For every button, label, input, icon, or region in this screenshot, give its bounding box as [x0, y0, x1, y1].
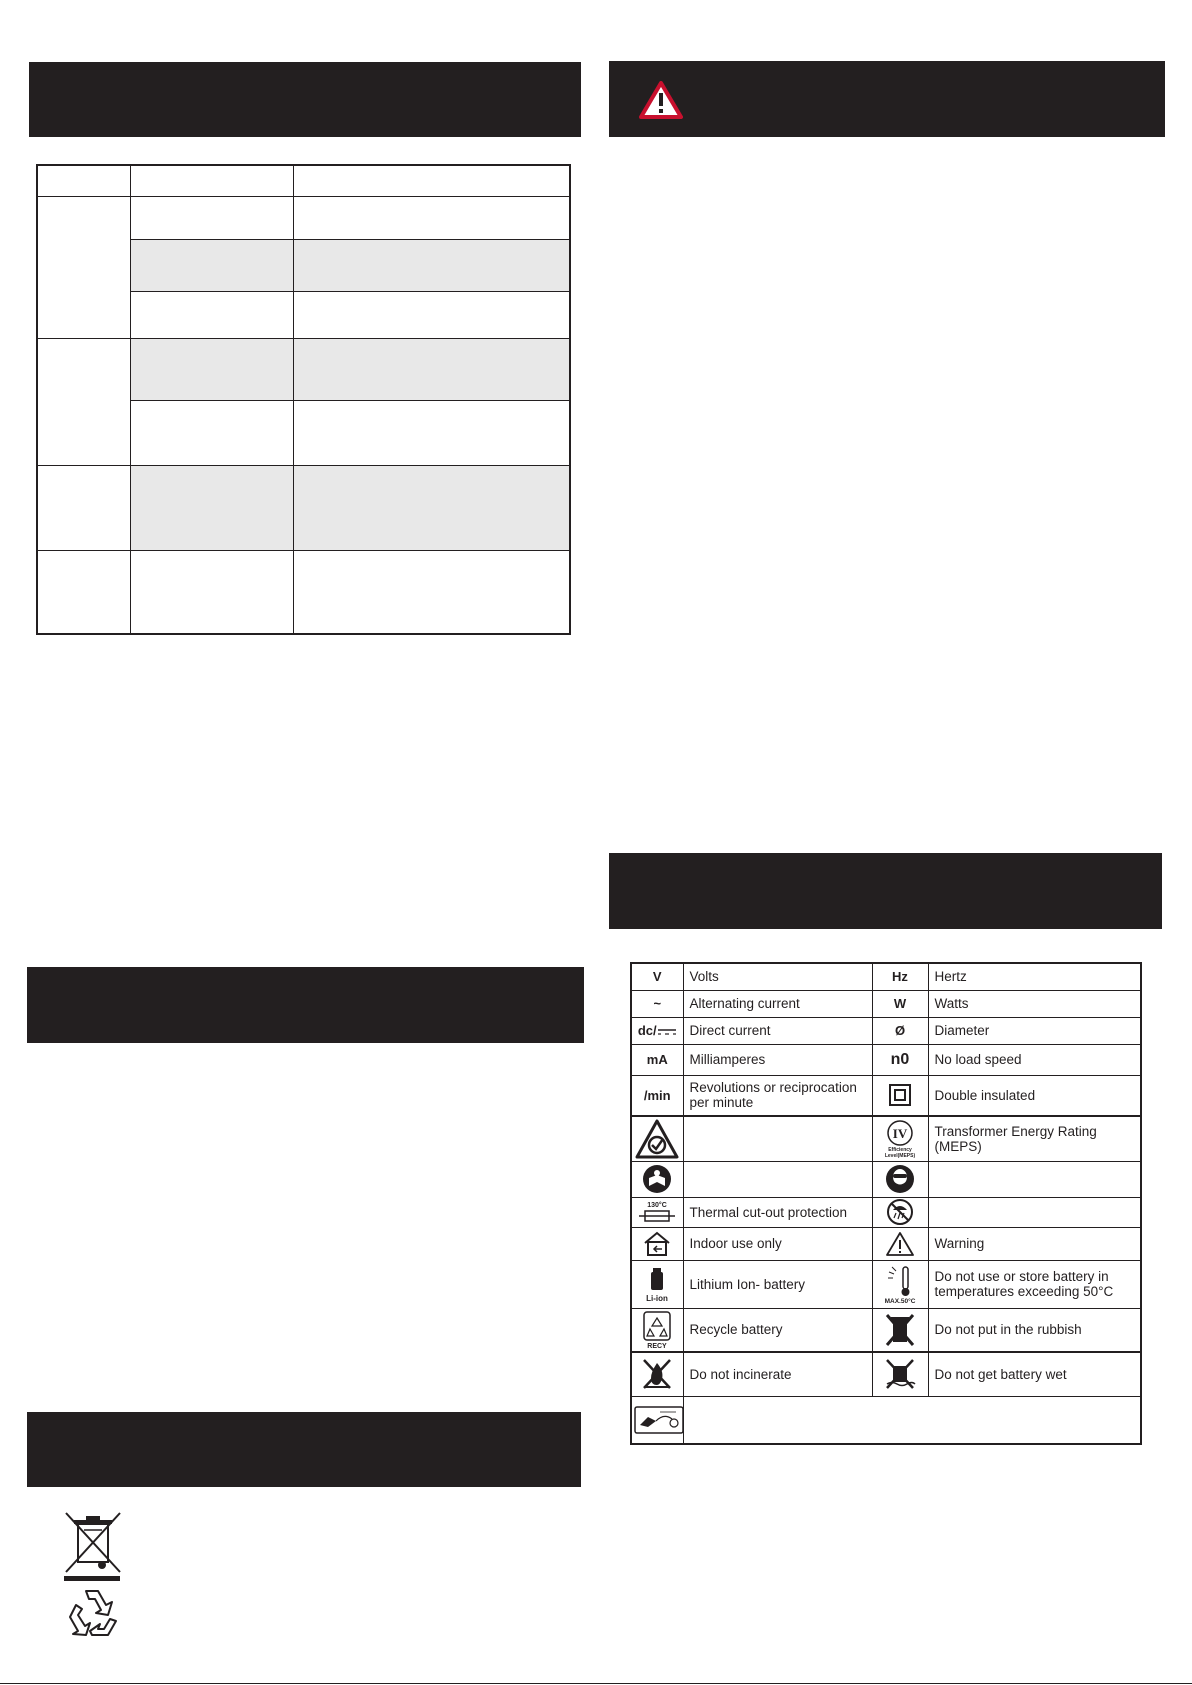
no-rubbish-symbol [872, 1308, 928, 1352]
header-cell [293, 165, 570, 197]
max-temperature-symbol [872, 1260, 928, 1308]
symbol-label: Double insulated [928, 1075, 1141, 1116]
symbol-label: Lithium Ion- battery [683, 1260, 872, 1308]
milliamperes-symbol: mA [631, 1044, 683, 1075]
no-rain-icon [886, 1198, 914, 1226]
table-row [631, 1396, 1141, 1444]
no-incinerate-symbol [631, 1352, 683, 1396]
table-row [631, 963, 1141, 990]
symbol-label [683, 1161, 872, 1197]
symbol-label [928, 1197, 1141, 1227]
crossed-bin-icon [884, 1312, 916, 1348]
rcm-compliance-icon [635, 1119, 679, 1159]
thermal-fuse-icon [637, 1199, 677, 1225]
lithium-battery-icon [637, 1264, 677, 1304]
cable-symbol [631, 1396, 683, 1444]
max-temp-text: MAX.50°C [884, 1298, 916, 1305]
house-icon [642, 1231, 672, 1257]
cause-cell [130, 466, 293, 551]
hertz-symbol: Hz [872, 963, 928, 990]
symbol-label: Transformer Energy Rating (MEPS) [928, 1116, 1141, 1161]
no-water-icon [883, 1357, 917, 1391]
symbol-label: Do not get battery wet [928, 1352, 1141, 1396]
table-row [37, 197, 570, 240]
meps-efficiency-icon [880, 1118, 920, 1160]
table-row [631, 1227, 1141, 1260]
symbol-label: Recycle battery [683, 1308, 872, 1352]
per-minute-symbol: /min [631, 1075, 683, 1116]
no-fire-icon [640, 1357, 674, 1391]
cause-cell [130, 292, 293, 339]
cable-label-cell [683, 1396, 1141, 1444]
symbol-label: Watts [928, 990, 1141, 1017]
problem-cell [37, 551, 130, 635]
symbol-label [928, 1161, 1141, 1197]
table-row [37, 551, 570, 635]
solution-cell [293, 197, 570, 240]
table-row [631, 1044, 1141, 1075]
solution-cell [293, 401, 570, 466]
symbol-label: No load speed [928, 1044, 1141, 1075]
thermometer-icon [880, 1263, 920, 1305]
cause-cell [130, 339, 293, 401]
symbol-label: Milliamperes [683, 1044, 872, 1075]
volts-symbol: V [631, 963, 683, 990]
double-insulated-symbol [872, 1075, 928, 1116]
table-row [631, 1260, 1141, 1308]
safety-warning-header-bar [609, 61, 1165, 137]
header-cell [130, 165, 293, 197]
cause-cell [130, 197, 293, 240]
symbols-table [630, 962, 1142, 1445]
rcm-mark-symbol [631, 1116, 683, 1161]
read-manual-icon [642, 1164, 672, 1194]
recycle-battery-symbol [631, 1308, 683, 1352]
symbol-label: Diameter [928, 1017, 1141, 1044]
symbol-label: Do not put in the rubbish [928, 1308, 1141, 1352]
indoor-use-symbol [631, 1227, 683, 1260]
table-row [631, 1116, 1141, 1161]
symbol-label: Revolutions or reciprocation per minute [683, 1075, 872, 1116]
solution-cell [293, 339, 570, 401]
cause-cell [130, 240, 293, 292]
watts-symbol: W [872, 990, 928, 1017]
symbol-label: Do not use or store battery in temperatures exceeding 50°C [928, 1260, 1141, 1308]
li-ion-text: Li-ion [646, 1294, 669, 1303]
meps-symbol [872, 1116, 928, 1161]
direct-current-text: dc/ [637, 1023, 657, 1038]
solution-cell [293, 551, 570, 635]
recy-text: RECY [647, 1342, 667, 1350]
extension-cable-icon [634, 1403, 684, 1437]
symbol-label: Warning [928, 1227, 1141, 1260]
symbol-label: Indoor use only [683, 1227, 872, 1260]
cause-cell [130, 401, 293, 466]
table-header-row [37, 165, 570, 197]
symbol-label: Volts [683, 963, 872, 990]
direct-current-lines-icon [657, 1027, 677, 1037]
table-row [631, 1352, 1141, 1396]
bottom-rule [0, 1683, 1192, 1684]
symbols-header-bar [609, 853, 1162, 929]
symbol-label: Thermal cut-out protection [683, 1197, 872, 1227]
solution-cell [293, 466, 570, 551]
maintenance-header-bar [27, 967, 584, 1043]
no-water-symbol [872, 1352, 928, 1396]
wheelie-bin-crossed-icon [62, 1510, 124, 1582]
table-row [631, 1308, 1141, 1352]
warning-symbol [872, 1227, 928, 1260]
cause-cell [130, 551, 293, 635]
meps-numeral: IV [892, 1125, 908, 1141]
problem-cell [37, 466, 130, 551]
wear-protection-icon [885, 1164, 915, 1194]
double-insulated-icon [889, 1084, 911, 1106]
symbol-label: Do not incinerate [683, 1352, 872, 1396]
thermal-temp-text: 130°C [647, 1202, 668, 1209]
symbol-label: Hertz [928, 963, 1141, 990]
do-not-expose-rain-symbol [872, 1197, 928, 1227]
solution-cell [293, 240, 570, 292]
meps-caption: Level(MEPS) [884, 1152, 916, 1159]
table-row [631, 990, 1141, 1017]
symbol-label: Alternating current [683, 990, 872, 1017]
warning-icon [885, 1231, 915, 1257]
problem-cell [37, 339, 130, 466]
meps-caption: Efficiency [888, 1146, 912, 1153]
table-row [631, 1017, 1141, 1044]
table-row [37, 339, 570, 401]
diameter-symbol: Ø [872, 1017, 928, 1044]
recycle-battery-icon [639, 1310, 675, 1350]
problem-cell [37, 197, 130, 339]
troubleshooting-table [36, 164, 571, 635]
environment-header-bar [27, 1412, 581, 1487]
solution-cell [293, 292, 570, 339]
warning-triangle-icon [639, 81, 683, 119]
table-row [37, 466, 570, 551]
table-row [631, 1197, 1141, 1227]
troubleshooting-header-bar [29, 62, 581, 137]
header-cell [37, 165, 130, 197]
symbol-label: Direct current [683, 1017, 872, 1044]
no-load-speed-symbol: n0 [872, 1044, 928, 1075]
recycling-arrows-icon [62, 1585, 122, 1641]
direct-current-symbol [631, 1017, 683, 1044]
alternating-current-symbol: ~ [631, 990, 683, 1017]
lithium-ion-symbol [631, 1260, 683, 1308]
read-manual-symbol [631, 1161, 683, 1197]
table-row [631, 1161, 1141, 1197]
symbol-label [683, 1116, 872, 1161]
table-row [631, 1075, 1141, 1116]
thermal-cutout-symbol [631, 1197, 683, 1227]
wear-protection-symbol [872, 1161, 928, 1197]
